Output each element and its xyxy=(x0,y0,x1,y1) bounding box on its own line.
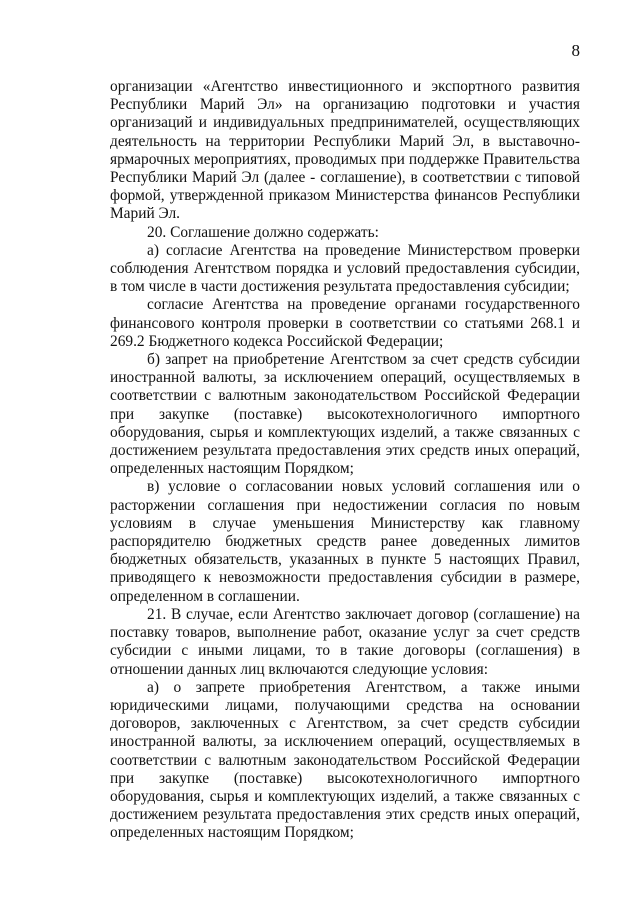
page-number: 8 xyxy=(571,41,580,60)
paragraph-item-21a: а) о запрете приобретения Агентством, а также иными юридическими лицами, получающими средства на основании договоров, заключенных с Агентством, за счет средств субсидии иностранной валюты, за исключением операций, осуществляемых в соответствии с валютным законодательством Российской Федерации при закупке (поставке) высокотехнологичного импортного оборудования, сырья и комплектующих изделий, а также связанных с достижением результата предоставления этих средств иных операций, определенных настоящим Порядком; xyxy=(110,678,580,842)
paragraph-item-20b: б) запрет на приобретение Агентством за счет средств субсидии иностранной валюты, за исключением операций, осуществляемых в соответствии с валютным законодательством Российской Федерации при закупке (поставке) высокотехнологичного импортного оборудования, сырья и комплектующих изделий, а также связанных с достижением результата предоставления этих средств иных операций, определенных настоящим Порядком; xyxy=(110,351,580,478)
paragraph-item-20a: а) согласие Агентства на проведение Министерством проверки соблюдения Агентством порядка и условий предоставления субсидии, в том числе в части достижения результата предоставления субсидии; xyxy=(110,241,580,296)
document-body xyxy=(110,78,580,843)
paragraph-item-20v: в) условие о согласовании новых условий соглашения или о расторжении соглашения при недостижении согласия по новым условиям в случае уменьшения Министерству как главному распорядителю бюджетных средств ранее доведенных лимитов бюджетных обязательств, указанных в пункте 5 настоящих Правил, приводящего к невозможности предоставления субсидии в размере, определенном в соглашении. xyxy=(110,478,580,605)
paragraph-item-20a-control: согласие Агентства на проведение органами государственного финансового контроля проверки в соответствии со статьями 268.1 и 269.2 Бюджетного кодекса Российской Федерации; xyxy=(110,296,580,350)
paragraph-item-21: 21. В случае, если Агентство заключает договор (соглашение) на поставку товаров, выполнение работ, оказание услуг за счет средств субсидии с иными лицами, то в такие договоры (соглашения) в отношении данных лиц включаются следующие условия: xyxy=(110,605,580,678)
paragraph-continuation: организации «Агентство инвестиционного и экспортного развития Республики Марий Эл» на организацию подготовки и участия организаций и индивидуальных предпринимателей, осуществляющих деятельность на территории Республики Марий Эл, в выставочно-ярмарочных мероприятиях, проводимых при поддержке Правительства Республики Марий Эл (далее - соглашение), в соответствии с типовой формой, утвержденной приказом Министерства финансов Республики Марий Эл. xyxy=(110,78,580,223)
paragraph-item-20: 20. Соглашение должно содержать: xyxy=(147,223,379,241)
